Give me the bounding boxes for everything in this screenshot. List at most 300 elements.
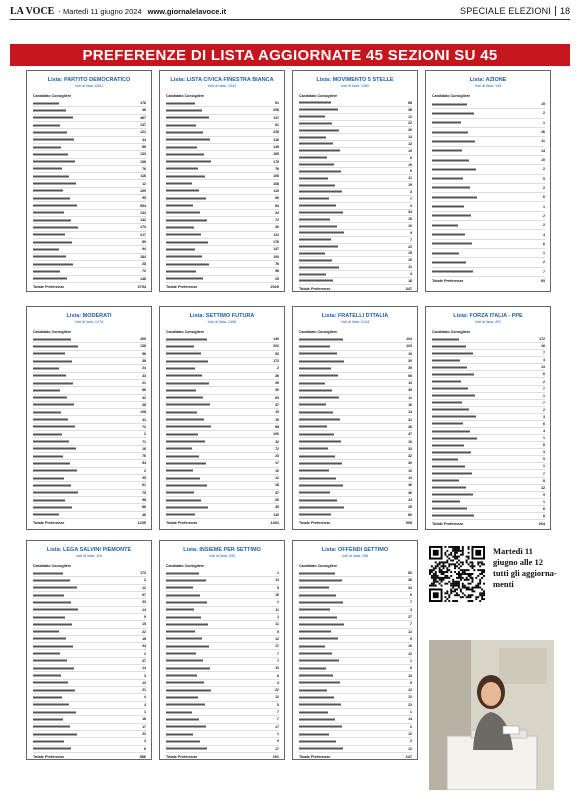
preference-count: 66 xyxy=(408,373,412,378)
candidate-name-redacted xyxy=(33,725,81,728)
preference-count: 18 xyxy=(275,483,279,488)
preference-count: 1 xyxy=(543,251,545,256)
candidate-name-redacted xyxy=(432,168,480,171)
candidate-row xyxy=(166,276,279,283)
preference-count: 1 xyxy=(543,499,545,504)
candidate-row xyxy=(33,151,146,158)
candidate-row xyxy=(33,424,146,431)
candidate-row xyxy=(299,107,412,114)
candidate-name-redacted xyxy=(33,345,81,348)
candidate-row xyxy=(432,137,545,146)
candidate-name-redacted xyxy=(33,138,81,141)
candidate-row xyxy=(432,343,545,350)
candidate-row xyxy=(166,687,279,694)
preference-count: 24 xyxy=(142,366,146,371)
total-value: 93 xyxy=(540,278,545,283)
candidate-row xyxy=(432,393,545,400)
list-votes: Voti di lista: 1456 xyxy=(207,320,237,324)
candidate-list xyxy=(432,100,545,277)
candidate-name-redacted xyxy=(432,430,480,433)
candidate-name-redacted xyxy=(299,623,347,626)
candidate-photo xyxy=(429,640,554,790)
candidate-row xyxy=(33,268,146,275)
site-url[interactable]: www.giornalelavoce.it xyxy=(147,6,227,16)
candidate-row xyxy=(166,217,279,224)
candidate-row xyxy=(299,716,412,723)
candidate-row xyxy=(166,395,279,402)
candidate-name-redacted xyxy=(166,601,214,604)
candidate-row xyxy=(33,276,146,283)
candidate-name-redacted xyxy=(299,403,347,406)
candidate-name-redacted xyxy=(299,190,347,193)
column-header: Candidato Consigliere xyxy=(166,564,205,568)
preference-count: 54 xyxy=(142,461,146,466)
candidate-row xyxy=(33,373,146,380)
preference-count: 199 xyxy=(140,188,146,193)
candidate-name-redacted xyxy=(33,601,81,604)
candidate-name-redacted xyxy=(33,352,81,355)
candidate-name-redacted xyxy=(166,131,214,134)
candidate-row xyxy=(33,446,146,453)
candidate-name-redacted xyxy=(166,733,214,736)
candidate-row xyxy=(166,358,279,365)
candidate-name-redacted xyxy=(166,116,214,119)
candidate-name-redacted xyxy=(166,382,214,385)
total-row xyxy=(33,285,146,289)
candidate-row xyxy=(33,643,146,650)
candidate-name-redacted xyxy=(33,167,81,170)
preference-count: 37 xyxy=(275,490,279,495)
candidate-row xyxy=(166,268,279,275)
candidate-name-redacted xyxy=(166,484,214,487)
candidate-name-redacted xyxy=(166,674,214,677)
candidate-row xyxy=(299,665,412,672)
candidate-name-redacted xyxy=(166,747,214,750)
candidate-name-redacted xyxy=(299,747,347,750)
candidate-row xyxy=(299,244,412,251)
candidate-name-redacted xyxy=(33,153,81,156)
candidate-row xyxy=(166,672,279,679)
candidate-row xyxy=(432,336,545,343)
preference-count: 72 xyxy=(142,269,146,274)
preference-count: 6 xyxy=(410,169,412,174)
candidate-name-redacted xyxy=(166,440,214,443)
candidate-row xyxy=(33,365,146,372)
candidate-row xyxy=(166,702,279,709)
preference-count: 202 xyxy=(273,344,279,349)
candidate-name-redacted xyxy=(166,740,214,743)
total-label: Totale Preferenze xyxy=(299,754,331,759)
candidate-name-redacted xyxy=(299,231,347,234)
preference-count: 14 xyxy=(142,666,146,671)
candidate-name-redacted xyxy=(432,493,480,496)
candidate-name-redacted xyxy=(33,674,81,677)
list-votes: Voti di lista: 2144 xyxy=(340,320,370,324)
candidate-name-redacted xyxy=(166,102,214,105)
total-label: Totale Preferenze xyxy=(166,284,198,289)
candidate-name-redacted xyxy=(33,175,81,178)
candidate-row xyxy=(299,709,412,716)
candidate-row xyxy=(299,343,412,350)
candidate-name-redacted xyxy=(299,667,347,670)
preference-count: 22 xyxy=(408,702,412,707)
candidate-row xyxy=(432,386,545,393)
preference-count: 2 xyxy=(543,260,545,265)
candidate-row xyxy=(299,196,412,203)
candidate-list xyxy=(432,336,545,520)
candidate-row xyxy=(166,512,279,519)
candidate-name-redacted xyxy=(33,338,81,341)
candidate-name-redacted xyxy=(33,425,81,428)
preference-count: 15 xyxy=(408,258,412,263)
preference-count: 554 xyxy=(140,203,146,208)
candidate-name-redacted xyxy=(166,153,214,156)
preference-count: 1 xyxy=(543,120,545,125)
candidate-row xyxy=(299,141,412,148)
candidate-name-redacted xyxy=(33,277,81,280)
preference-count: 11 xyxy=(275,622,279,627)
total-value: 2020 xyxy=(270,284,279,289)
candidate-row xyxy=(299,351,412,358)
preference-count: 2 xyxy=(144,432,146,437)
candidate-name-redacted xyxy=(33,248,81,251)
candidate-name-redacted xyxy=(33,255,81,258)
candidate-row xyxy=(166,731,279,738)
preference-count: 15 xyxy=(275,593,279,598)
preference-count: 27 xyxy=(408,615,412,620)
candidate-name-redacted xyxy=(166,586,214,589)
candidate-row xyxy=(299,424,412,431)
candidate-row xyxy=(166,607,279,614)
candidate-row xyxy=(299,358,412,365)
candidate-name-redacted xyxy=(166,367,214,370)
candidate-row xyxy=(432,212,545,221)
candidate-name-redacted xyxy=(166,572,214,575)
list-title: Lista: PARTITO DEMOCRATICO xyxy=(47,77,131,83)
preference-count: 38 xyxy=(142,402,146,407)
candidate-name-redacted xyxy=(33,637,81,640)
candidate-name-redacted xyxy=(33,389,81,392)
candidate-row xyxy=(166,159,279,166)
preference-count: 103 xyxy=(406,344,412,349)
candidate-row xyxy=(432,249,545,258)
candidate-list xyxy=(166,336,279,519)
candidate-name-redacted xyxy=(432,394,480,397)
candidate-row xyxy=(166,738,279,745)
candidate-name-redacted xyxy=(432,444,480,447)
candidate-name-redacted xyxy=(299,163,347,166)
candidate-row xyxy=(432,109,545,118)
candidate-name-redacted xyxy=(166,189,214,192)
candidate-row xyxy=(299,237,412,244)
list-votes: Voti di lista: 1942 xyxy=(207,84,237,88)
preference-count: 47 xyxy=(408,432,412,437)
candidate-name-redacted xyxy=(299,572,347,575)
preference-count: 4 xyxy=(543,232,545,237)
preference-count: 33 xyxy=(408,585,412,590)
candidate-row xyxy=(33,746,146,753)
list-title: Lista: LISTA CIVICA FINESTRA BIANCA xyxy=(170,77,274,83)
preference-count: 208 xyxy=(273,108,279,113)
candidate-name-redacted xyxy=(299,645,347,648)
candidate-name-redacted xyxy=(432,224,480,227)
candidate-row xyxy=(299,577,412,584)
candidate-name-redacted xyxy=(33,211,81,214)
candidate-row xyxy=(299,264,412,271)
candidate-row xyxy=(33,629,146,636)
preference-count: 88 xyxy=(142,145,146,150)
candidate-name-redacted xyxy=(299,204,347,207)
candidate-row xyxy=(166,180,279,187)
candidate-row xyxy=(299,438,412,445)
candidate-name-redacted xyxy=(33,411,81,414)
column-header: Candidato Consigliere xyxy=(33,94,72,98)
candidate-row xyxy=(432,414,545,421)
candidate-name-redacted xyxy=(166,608,214,611)
preference-count: 13 xyxy=(541,365,545,370)
total-row xyxy=(432,279,545,283)
preference-count: 100 xyxy=(273,254,279,259)
candidate-name-redacted xyxy=(33,681,81,684)
preference-count: 176 xyxy=(140,101,146,106)
candidate-name-redacted xyxy=(432,451,480,454)
candidate-row xyxy=(166,239,279,246)
candidate-name-redacted xyxy=(166,455,214,458)
candidate-row xyxy=(33,195,146,202)
candidate-row xyxy=(299,251,412,258)
candidate-name-redacted xyxy=(33,733,81,736)
candidate-name-redacted xyxy=(33,447,81,450)
candidate-row xyxy=(432,357,545,364)
preference-count: 10 xyxy=(541,158,545,163)
candidate-row xyxy=(33,577,146,584)
preference-count: 467 xyxy=(140,115,146,120)
candidate-row xyxy=(166,402,279,409)
preference-count: 14 xyxy=(408,410,412,415)
candidate-row xyxy=(33,607,146,614)
candidate-row xyxy=(299,680,412,687)
candidate-list xyxy=(299,100,412,285)
total-label: Totale Preferenze xyxy=(33,520,65,525)
preference-count: 7 xyxy=(543,269,545,274)
preference-count: 134 xyxy=(140,210,146,215)
candidate-name-redacted xyxy=(299,338,347,341)
list-box xyxy=(26,540,152,760)
candidate-name-redacted xyxy=(166,418,214,421)
preference-count: 16 xyxy=(142,446,146,451)
preference-count: 35 xyxy=(275,505,279,510)
candidate-row xyxy=(432,470,545,477)
preference-count: 8 xyxy=(543,478,545,483)
preference-count: 26 xyxy=(541,130,545,135)
candidate-name-redacted xyxy=(299,142,347,145)
preference-count: 86 xyxy=(142,388,146,393)
candidate-row xyxy=(166,173,279,180)
preference-count: 3 xyxy=(410,607,412,612)
preference-count: 15 xyxy=(541,102,545,107)
candidate-name-redacted xyxy=(166,645,214,648)
candidate-name-redacted xyxy=(33,102,81,105)
candidate-name-redacted xyxy=(166,360,214,363)
candidate-name-redacted xyxy=(299,197,347,200)
qr-code[interactable] xyxy=(429,546,485,602)
preference-count: 1 xyxy=(543,204,545,209)
candidate-name-redacted xyxy=(432,177,480,180)
candidate-name-redacted xyxy=(166,499,214,502)
page-number: 18 xyxy=(555,6,570,16)
preference-count: 7 xyxy=(410,622,412,627)
candidate-name-redacted xyxy=(432,437,480,440)
candidate-name-redacted xyxy=(299,455,347,458)
candidate-row xyxy=(33,261,146,268)
candidate-name-redacted xyxy=(33,270,81,273)
preference-count: 5 xyxy=(277,702,279,707)
candidate-row xyxy=(299,175,412,182)
candidate-row xyxy=(299,189,412,196)
candidate-name-redacted xyxy=(432,401,480,404)
preference-count: 15 xyxy=(408,251,412,256)
preference-count: 63 xyxy=(275,395,279,400)
candidate-row xyxy=(432,449,545,456)
preference-count: 71 xyxy=(142,439,146,444)
candidate-name-redacted xyxy=(299,156,347,159)
candidate-name-redacted xyxy=(299,225,347,228)
candidate-name-redacted xyxy=(299,579,347,582)
preference-count: 35 xyxy=(142,476,146,481)
list-header xyxy=(160,547,284,558)
candidate-row xyxy=(33,482,146,489)
preference-count: 184 xyxy=(140,254,146,259)
update-caption: Martedì 11 giugno alle 12 tutti gli aggiorna-menti xyxy=(493,546,557,589)
preference-count: 2 xyxy=(543,167,545,172)
candidate-name-redacted xyxy=(432,373,480,376)
candidate-name-redacted xyxy=(299,211,347,214)
candidate-name-redacted xyxy=(432,149,480,152)
candidate-row xyxy=(33,709,146,716)
candidate-name-redacted xyxy=(33,374,81,377)
section-title: SPECIALE ELEZIONI xyxy=(460,6,551,16)
preference-count: 46 xyxy=(408,483,412,488)
candidate-name-redacted xyxy=(299,725,347,728)
candidate-row xyxy=(166,210,279,217)
candidate-row xyxy=(166,380,279,387)
preference-count: 1 xyxy=(144,710,146,715)
preference-count: 11 xyxy=(541,139,545,144)
column-header: Candidato Consigliere xyxy=(299,330,338,334)
preference-count: 86 xyxy=(142,505,146,510)
preference-count: 2 xyxy=(543,223,545,228)
candidate-row xyxy=(33,570,146,577)
preference-count: 4 xyxy=(144,702,146,707)
preference-count: 104 xyxy=(406,337,412,342)
candidate-row xyxy=(299,643,412,650)
preference-count: 110 xyxy=(273,188,279,193)
candidate-name-redacted xyxy=(432,507,480,510)
candidate-name-redacted xyxy=(432,479,480,482)
preference-count: 2 xyxy=(543,111,545,116)
candidate-name-redacted xyxy=(166,338,214,341)
candidate-name-redacted xyxy=(432,261,480,264)
candidate-row xyxy=(299,570,412,577)
candidate-name-redacted xyxy=(299,740,347,743)
candidate-name-redacted xyxy=(166,411,214,414)
preference-count: 5 xyxy=(277,585,279,590)
preference-count: 10 xyxy=(408,224,412,229)
candidate-row xyxy=(299,373,412,380)
candidate-row xyxy=(33,694,146,701)
candidate-row xyxy=(33,343,146,350)
candidate-row xyxy=(166,629,279,636)
preference-count: 6 xyxy=(543,241,545,246)
candidate-list xyxy=(33,100,146,283)
preference-count: 13 xyxy=(142,680,146,685)
candidate-name-redacted xyxy=(432,380,480,383)
candidate-row xyxy=(299,395,412,402)
candidate-row xyxy=(299,504,412,511)
candidate-name-redacted xyxy=(299,659,347,662)
candidate-row xyxy=(166,716,279,723)
candidate-name-redacted xyxy=(432,352,480,355)
candidate-row xyxy=(33,122,146,129)
preference-count: 5 xyxy=(543,176,545,181)
candidate-name-redacted xyxy=(33,513,81,516)
candidate-name-redacted xyxy=(432,514,480,517)
candidate-row xyxy=(299,731,412,738)
candidate-row xyxy=(166,614,279,621)
candidate-row xyxy=(299,216,412,223)
candidate-name-redacted xyxy=(166,211,214,214)
preference-count: 84 xyxy=(275,203,279,208)
preference-count: 4 xyxy=(543,429,545,434)
candidate-name-redacted xyxy=(33,367,81,370)
candidate-row xyxy=(33,636,146,643)
candidate-name-redacted xyxy=(33,740,81,743)
candidate-row xyxy=(166,129,279,136)
candidate-row xyxy=(166,232,279,239)
preference-count: 108 xyxy=(273,181,279,186)
candidate-row xyxy=(33,173,146,180)
candidate-name-redacted xyxy=(33,403,81,406)
preference-count: 30 xyxy=(275,388,279,393)
candidate-row xyxy=(166,107,279,114)
candidate-row xyxy=(33,504,146,511)
candidate-row xyxy=(432,147,545,156)
candidate-name-redacted xyxy=(33,623,81,626)
candidate-name-redacted xyxy=(432,252,480,255)
candidate-row xyxy=(166,373,279,380)
candidate-name-redacted xyxy=(299,177,347,180)
candidate-name-redacted xyxy=(166,433,214,436)
preference-count: 7 xyxy=(277,717,279,722)
candidate-row xyxy=(33,210,146,217)
candidate-row xyxy=(432,371,545,378)
page-title: PREFERENZE DI LISTA AGGIORNATE 45 SEZIONI SU 45 xyxy=(10,44,570,66)
candidate-name-redacted xyxy=(432,121,480,124)
preference-count: 9 xyxy=(144,615,146,620)
candidate-name-redacted xyxy=(432,415,480,418)
preference-count: 4 xyxy=(144,739,146,744)
candidate-row xyxy=(166,387,279,394)
candidate-row xyxy=(33,431,146,438)
candidate-name-redacted xyxy=(33,499,81,502)
candidate-name-redacted xyxy=(299,238,347,241)
candidate-row xyxy=(432,485,545,492)
candidate-name-redacted xyxy=(299,122,347,125)
candidate-row xyxy=(299,468,412,475)
candidate-row xyxy=(166,475,279,482)
candidate-row xyxy=(299,121,412,128)
preference-count: 12 xyxy=(408,688,412,693)
